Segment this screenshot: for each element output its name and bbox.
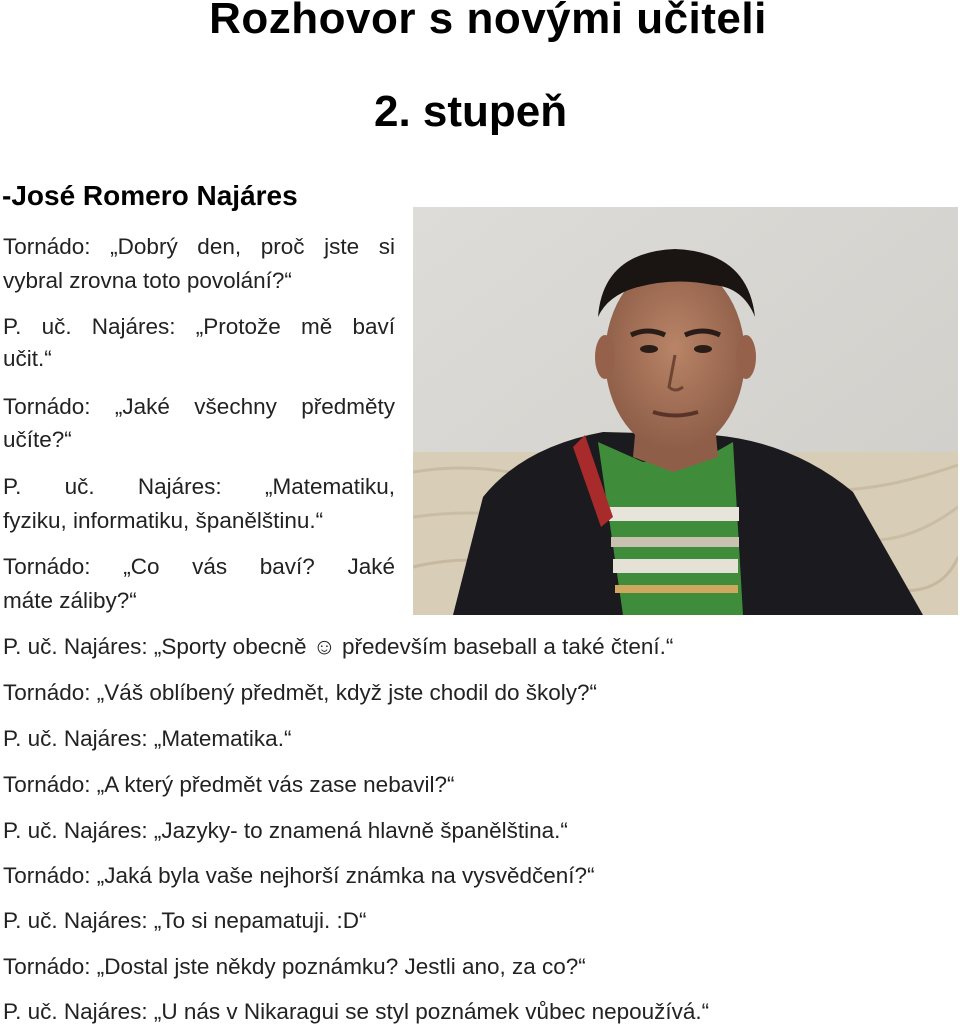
interview-line-11: P. uč. Najáres: „Sporty obecně ☺ především baseball a také čtení.“: [3, 634, 674, 659]
interview-line-5: Tornádo: „Jaké všechny předměty: [3, 394, 395, 419]
page-subtitle: 2. stupeň: [374, 87, 568, 136]
interview-line-15: P. uč. Najáres: „Jazyky- to znamená hlavně španělština.“: [3, 818, 568, 843]
interview-line-16: Tornádo: „Jaká byla vaše nejhorší známka na vysvědčení?“: [3, 863, 595, 888]
interview-line-9: Tornádo: „Co vás baví? Jaké: [3, 554, 395, 579]
page-title: Rozhovor s novými učiteli: [209, 0, 767, 43]
interview-line-2: vybral zrovna toto povolání?“: [3, 268, 292, 293]
interview-line-12: Tornádo: „Váš oblíbený předmět, když jste chodil do školy?“: [3, 680, 598, 705]
teacher-photo: [413, 207, 958, 615]
interview-line-3: P. uč. Najáres: „Protože mě baví: [3, 314, 395, 339]
interview-line-4: učit.“: [3, 346, 52, 371]
teacher-name: -José Romero Najáres: [2, 180, 298, 211]
interview-line-7: P. uč. Najáres: „Matematiku,: [3, 474, 395, 499]
interview-line-1: Tornádo: „Dobrý den, proč jste si: [3, 234, 395, 259]
interview-line-17: P. uč. Najáres: „To si nepamatuji. :D“: [3, 908, 367, 933]
interview-line-18: Tornádo: „Dostal jste někdy poznámku? Jestli ano, za co?“: [3, 954, 586, 979]
interview-line-19: P. uč. Najáres: „U nás v Nikaragui se styl poznámek vůbec nepoužívá.“: [3, 999, 710, 1024]
interview-line-10: máte záliby?“: [3, 588, 137, 613]
interview-line-8: fyziku, informatiku, španělštinu.“: [3, 508, 324, 533]
interview-line-14: Tornádo: „A který předmět vás zase nebavil?“: [3, 772, 455, 797]
interview-line-13: P. uč. Najáres: „Matematika.“: [3, 726, 292, 751]
interview-line-6: učíte?“: [3, 427, 72, 452]
